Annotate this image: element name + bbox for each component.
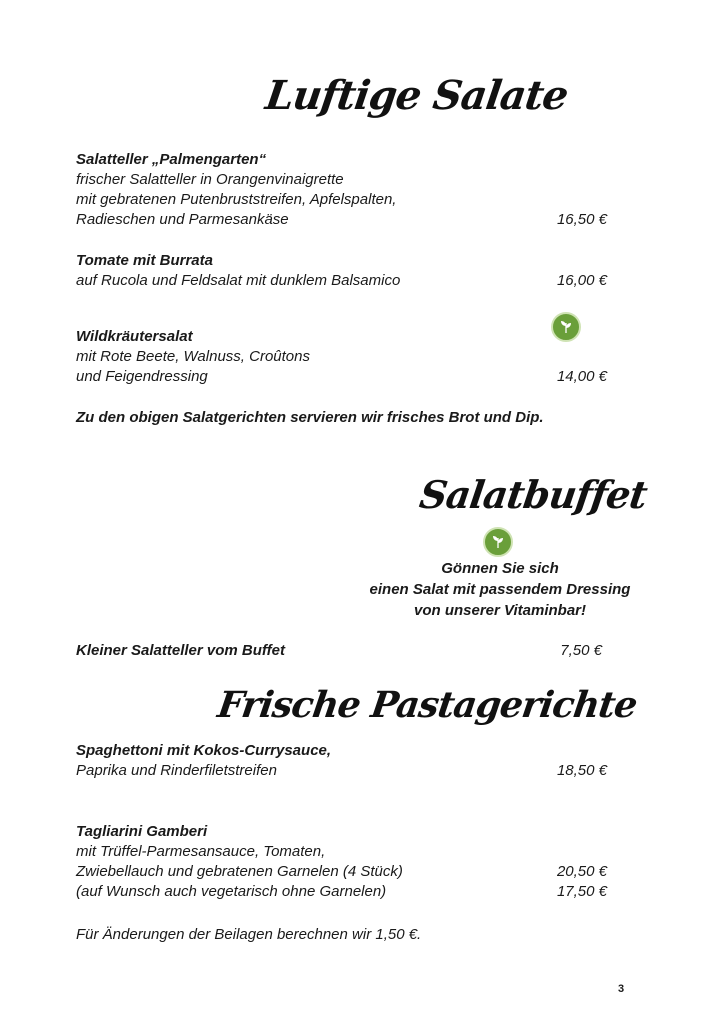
buffet-text: einen Salat mit passendem Dressing: [369, 581, 631, 598]
item-price: 18,50 €: [556, 762, 607, 779]
item-description: Paprika und Rinderfiletstreifen: [76, 762, 277, 779]
pasta-note: Für Änderungen der Beilagen berechnen wir 1,50 €.: [76, 926, 422, 943]
page-number: 3: [618, 983, 625, 995]
item-price: 7,50 €: [560, 642, 602, 659]
veggie-badge-icon: [551, 312, 581, 342]
item-name: Kleiner Salatteller vom Buffet: [76, 642, 285, 659]
item-name: Wildkräutersalat: [76, 328, 193, 345]
buffet-heading: Salatbuffet: [416, 472, 650, 517]
item-name: Salatteller „Palmengarten“: [76, 151, 267, 168]
item-description: mit Rote Beete, Walnuss, Croûtons: [76, 348, 310, 365]
pasta-heading: Frische Pastagerichte: [215, 684, 640, 726]
buffet-text: Gönnen Sie sich: [441, 560, 559, 577]
item-description: mit gebratenen Putenbruststreifen, Apfelspalten,: [76, 191, 397, 208]
item-price: 16,00 €: [556, 272, 607, 289]
item-price: 20,50 €: [556, 863, 607, 880]
salads-heading: Luftige Salate: [262, 72, 571, 119]
item-name: Tomate mit Burrata: [76, 252, 213, 269]
item-description: und Feigendressing: [76, 368, 208, 385]
item-description: Zwiebellauch und gebratenen Garnelen (4 Stück): [76, 863, 403, 880]
salads-note: Zu den obigen Salatgerichten servieren wir frisches Brot und Dip.: [76, 409, 544, 426]
buffet-text: von unserer Vitaminbar!: [414, 602, 586, 619]
item-name: Tagliarini Gamberi: [76, 823, 208, 840]
item-description: mit Trüffel-Parmesansauce, Tomaten,: [76, 843, 326, 860]
item-price-alt: 17,50 €: [556, 883, 607, 900]
item-description: frischer Salatteller in Orangenvinaigrette: [76, 171, 344, 188]
item-description: Radieschen und Parmesankäse: [76, 211, 289, 228]
item-price: 14,00 €: [556, 368, 607, 385]
veggie-badge-icon: [483, 527, 513, 557]
item-description: auf Rucola und Feldsalat mit dunklem Balsamico: [76, 272, 401, 289]
item-price: 16,50 €: [556, 211, 607, 228]
item-description: (auf Wunsch auch vegetarisch ohne Garnelen): [76, 883, 387, 900]
item-name: Spaghettoni mit Kokos-Currysauce,: [76, 742, 332, 759]
